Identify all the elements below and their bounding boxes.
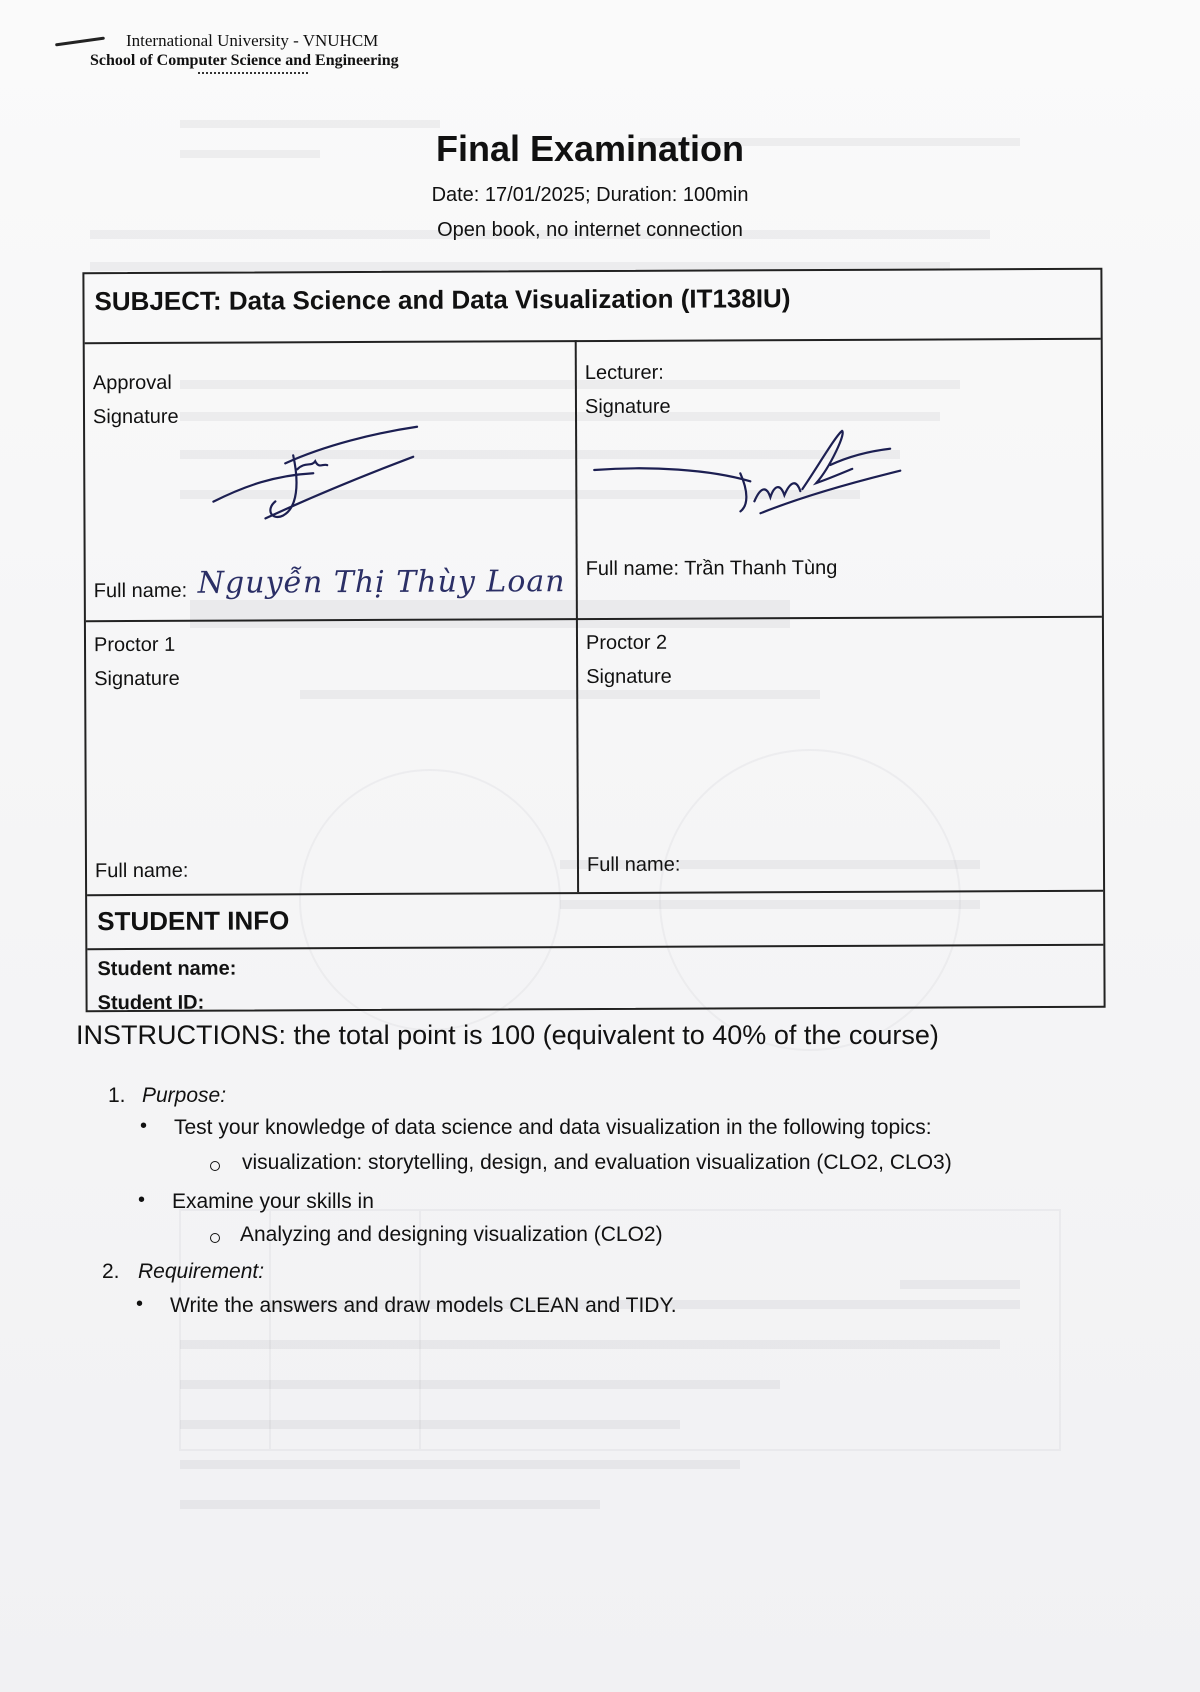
purpose-title: Purpose: xyxy=(142,1084,227,1107)
table-divider xyxy=(85,338,1101,344)
instruction-number: 2. xyxy=(102,1260,120,1283)
table-divider xyxy=(87,944,1103,950)
proctor2-label: Proctor 2 xyxy=(585,631,668,655)
lecturer-signature-label: Signature xyxy=(584,395,671,419)
skills-bullet-text: Examine your skills in xyxy=(172,1190,374,1213)
header-dotted-rule xyxy=(198,72,308,74)
bullet-dot: • xyxy=(136,1293,144,1315)
lecturer-signature xyxy=(590,421,920,532)
purpose-bullet-text: Test your knowledge of data science and data visualization in the following topics: xyxy=(174,1116,932,1139)
exam-title: Final Examination xyxy=(435,128,745,169)
student-name-label: Student name: xyxy=(97,957,237,981)
school-name: School of Computer Science and Engineering xyxy=(90,52,399,69)
proctor1-label: Proctor 1 xyxy=(93,633,176,657)
requirement-bullet-text: Write the answers and draw models CLEAN and TIDY. xyxy=(170,1294,677,1317)
subject-title: SUBJECT: Data Science and Data Visualization (IT138IU) xyxy=(94,283,791,317)
table-divider xyxy=(87,890,1103,896)
instruction-number: 1. xyxy=(108,1084,126,1107)
proctor1-signature-label: Signature xyxy=(94,667,180,691)
bullet-dot: • xyxy=(140,1115,148,1137)
student-info-heading: STUDENT INFO xyxy=(97,905,290,937)
table-column-divider xyxy=(575,340,579,892)
student-id-label: Student ID: xyxy=(97,991,205,1015)
lecturer-full-name: Full name: Trần Thanh Tùng xyxy=(585,556,838,581)
proctor2-signature-label: Signature xyxy=(586,665,672,689)
approval-full-name-handwritten: Nguyễn Thị Thùy Loan xyxy=(197,564,566,601)
bullet-dot: • xyxy=(138,1189,146,1211)
exam-cover-table xyxy=(82,268,1105,1015)
header-pen-mark xyxy=(55,37,105,47)
proctor2-full-name-label: Full name: xyxy=(586,853,681,877)
university-name: International University - VNUHCM xyxy=(126,31,379,50)
proctor1-full-name-label: Full name: xyxy=(94,859,189,883)
exam-conditions: Open book, no internet connection xyxy=(437,219,743,241)
requirement-title: Requirement: xyxy=(138,1260,265,1283)
instructions-heading: INSTRUCTIONS: the total point is 100 (equivalent to 40% of the course) xyxy=(76,1020,939,1050)
exam-date-line: Date: 17/01/2025; Duration: 100min xyxy=(431,184,749,206)
purpose-sub-bullet-text: visualization: storytelling, design, and evaluation visualization (CLO2, CLO3) xyxy=(242,1151,952,1174)
sub-bullet-circle xyxy=(210,1233,220,1243)
skills-sub-bullet-text: Analyzing and designing visualization (CLO2) xyxy=(240,1223,663,1246)
lecturer-label: Lecturer: xyxy=(584,361,664,385)
approval-full-name-label: Full name: xyxy=(93,579,188,603)
approval-signature xyxy=(205,423,425,534)
sub-bullet-circle xyxy=(210,1161,220,1171)
table-divider xyxy=(86,616,1102,622)
approval-signature-label: Signature xyxy=(92,405,179,429)
approval-label: Approval xyxy=(92,371,172,395)
